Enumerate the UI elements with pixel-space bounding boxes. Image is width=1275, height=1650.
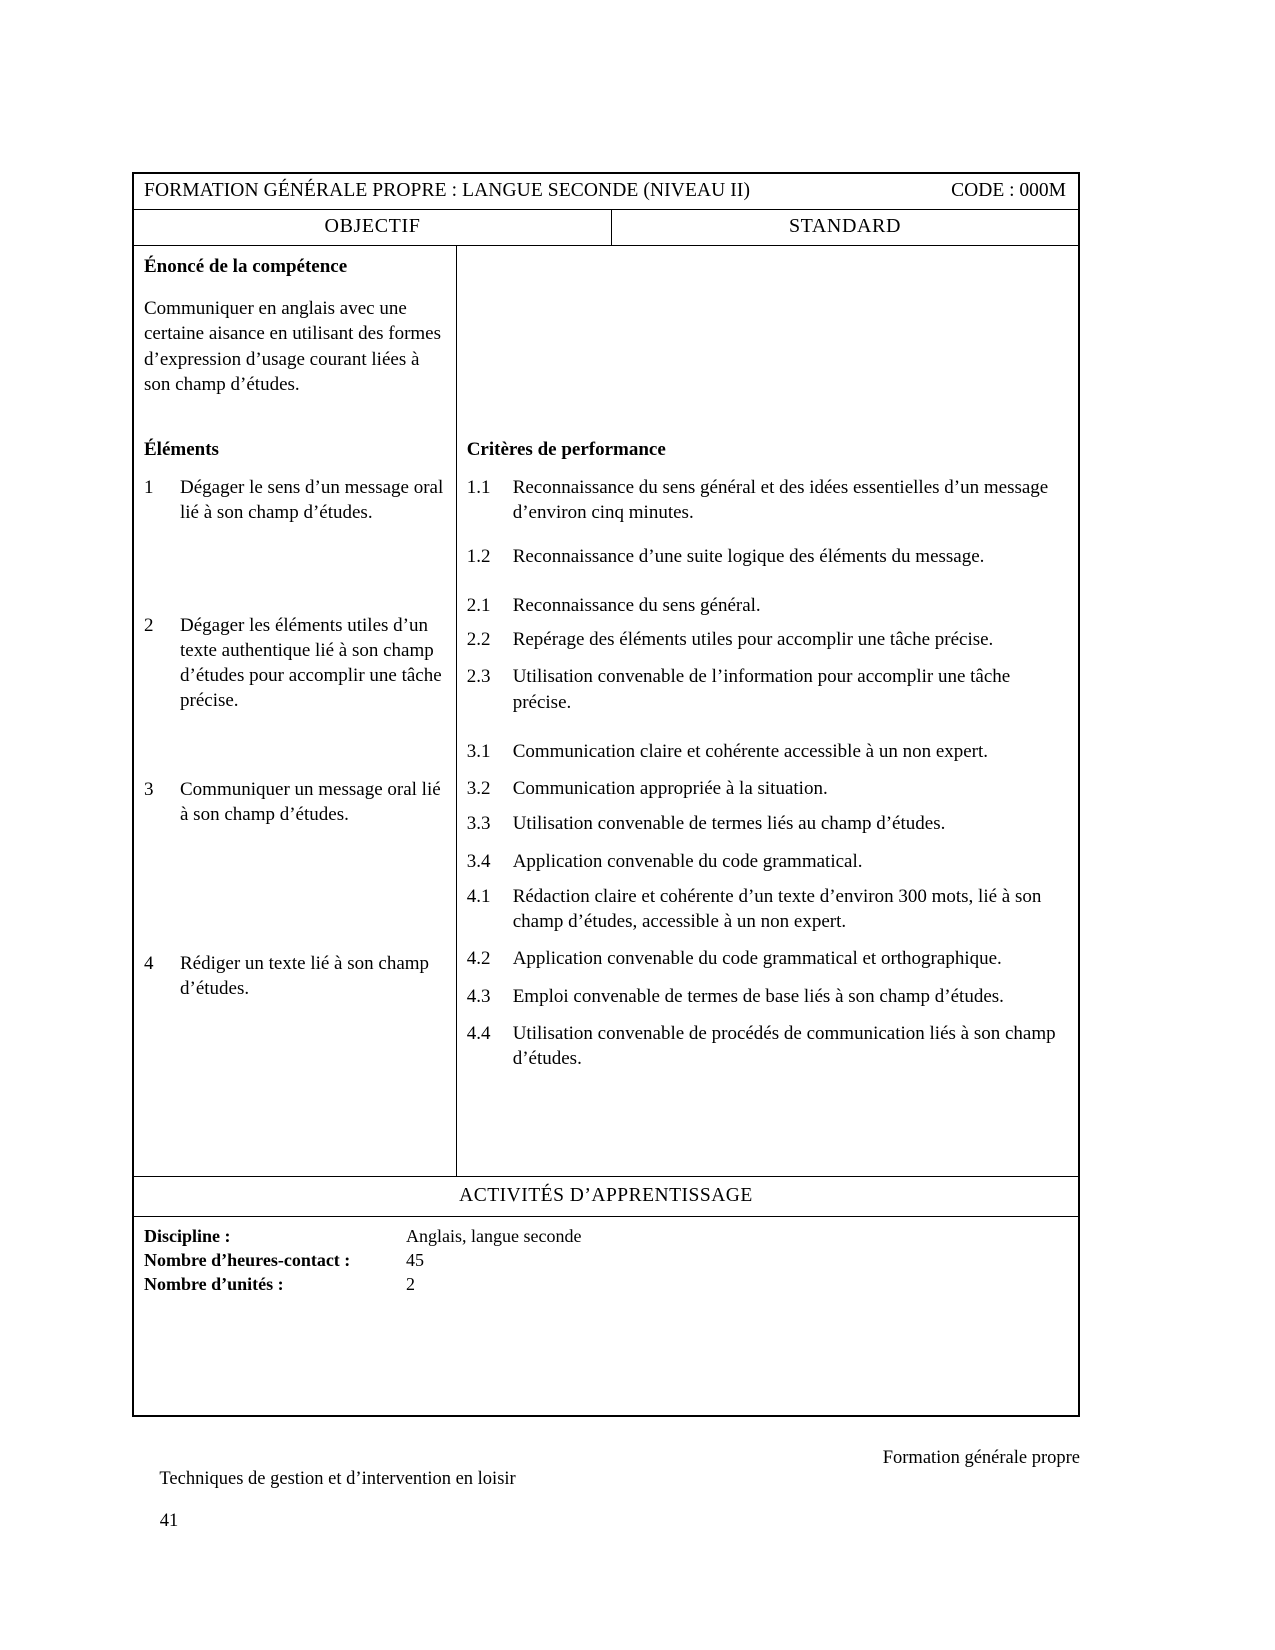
program-title: FORMATION GÉNÉRALE PROPRE : LANGUE SECONDE (NIVEAU II) <box>144 180 751 201</box>
discipline-value: Anglais, langue seconde <box>406 1226 582 1246</box>
elements-heading: Éléments <box>144 439 219 461</box>
list-item <box>467 776 1068 801</box>
critere-number: 4.2 <box>466 948 491 970</box>
element-number: 2 <box>144 614 154 636</box>
critere-number: 4.1 <box>466 885 491 907</box>
list-item <box>144 951 444 1002</box>
column-header-objectif: OBJECTIF <box>134 210 612 245</box>
critere-number: 3.3 <box>466 813 491 835</box>
critere-text: Reconnaissance d’une suite logique des éléments du message. <box>512 545 985 567</box>
footer-program-name: Techniques de gestion et d’intervention en loisir <box>159 1469 516 1489</box>
page-footer <box>132 1448 1080 1553</box>
critere-text: Rédaction claire et cohérente d’un texte d’environ 300 mots, lié à son champ d’études, accessible à un non expert. <box>512 885 1042 933</box>
criteres-heading: Critères de performance <box>466 439 666 460</box>
critere-text: Communication appropriée à la situation. <box>512 778 828 800</box>
element-number: 1 <box>144 477 154 499</box>
list-item <box>467 884 1068 935</box>
list-item <box>467 593 1068 618</box>
element-text: Dégager le sens d’un message oral lié à son champ d’études. <box>180 477 444 524</box>
heures-contact-label: Nombre d’heures-contact : <box>144 1249 351 1270</box>
table-row <box>144 1249 1078 1273</box>
element-text: Dégager les éléments utiles d’un texte authentique lié à son champ d’études pour accomplir une tâche précise. <box>180 614 442 712</box>
critere-text: Reconnaissance du sens général. <box>512 594 761 616</box>
critere-number: 2.1 <box>466 594 491 616</box>
discipline-label: Discipline : <box>144 1226 231 1246</box>
table-title-row <box>134 174 1078 210</box>
list-item <box>467 984 1068 1009</box>
critere-text: Utilisation convenable de procédés de communication liés à son champ d’études. <box>512 1022 1056 1070</box>
table-row <box>144 1273 1078 1297</box>
footer-right-text: Formation générale propre <box>882 1448 1080 1468</box>
list-item <box>467 849 1068 874</box>
column-header-standard: STANDARD <box>788 215 902 237</box>
competence-statement: Communiquer en anglais avec une certaine aisance en utilisant des formes d’expression d’usage courant liées à son champ d’études. <box>144 298 442 395</box>
activites-heading: ACTIVITÉS D’APPRENTISSAGE <box>134 1177 1078 1217</box>
competence-code: CODE : 000M <box>951 180 1066 201</box>
critere-number: 2.3 <box>466 666 491 688</box>
standard-column <box>457 246 1078 1176</box>
list-item <box>467 946 1068 971</box>
critere-number: 1.1 <box>466 477 491 498</box>
critere-text: Communication claire et cohérente accessible à un non expert. <box>512 740 989 762</box>
objectif-column <box>134 246 457 1176</box>
footer-left-text <box>132 1448 516 1553</box>
table-body-row <box>134 246 1078 1177</box>
unites-label: Nombre d’unités : <box>144 1273 284 1294</box>
competence-table <box>132 172 1080 1417</box>
list-item <box>467 1021 1068 1072</box>
critere-text: Utilisation convenable de termes liés au champ d’études. <box>512 813 946 835</box>
critere-number: 3.1 <box>466 740 491 762</box>
competence-heading: Énoncé de la compétence <box>144 256 348 277</box>
list-item <box>144 777 444 828</box>
heures-contact-value: 45 <box>406 1249 424 1270</box>
critere-number: 1.2 <box>466 545 491 567</box>
list-item <box>467 739 1068 764</box>
critere-number: 3.4 <box>466 850 491 872</box>
element-number: 4 <box>144 953 154 975</box>
activites-details <box>134 1217 1078 1415</box>
list-item <box>467 627 1068 652</box>
critere-text: Application convenable du code grammatical. <box>512 850 863 872</box>
critere-text: Repérage des éléments utiles pour accomplir une tâche précise. <box>512 629 994 651</box>
column-headers-row <box>134 210 1078 246</box>
critere-text: Reconnaissance du sens général et des idées essentielles d’un message d’environ cinq minutes. <box>512 477 1049 524</box>
critere-number: 4.3 <box>466 985 491 1007</box>
list-item <box>467 811 1068 836</box>
list-item <box>144 613 444 714</box>
table-row <box>144 1225 1078 1249</box>
list-item <box>467 544 1068 569</box>
critere-text: Application convenable du code grammatical et orthographique. <box>512 948 1002 970</box>
critere-number: 4.4 <box>466 1022 491 1044</box>
critere-number: 3.2 <box>466 778 491 800</box>
list-item <box>467 475 1068 526</box>
unites-value: 2 <box>406 1273 415 1294</box>
element-number: 3 <box>144 778 154 800</box>
element-text: Rédiger un texte lié à son champ d’études. <box>180 953 430 1000</box>
element-text: Communiquer un message oral lié à son champ d’études. <box>180 778 441 825</box>
list-item <box>144 475 444 526</box>
critere-number: 2.2 <box>466 629 491 651</box>
critere-text: Utilisation convenable de l’information pour accomplir une tâche précise. <box>512 666 1011 713</box>
spacer <box>467 254 1068 437</box>
list-item <box>467 664 1068 715</box>
critere-text: Emploi convenable de termes de base liés à son champ d’études. <box>512 985 1004 1007</box>
page-number: 41 <box>159 1511 179 1531</box>
